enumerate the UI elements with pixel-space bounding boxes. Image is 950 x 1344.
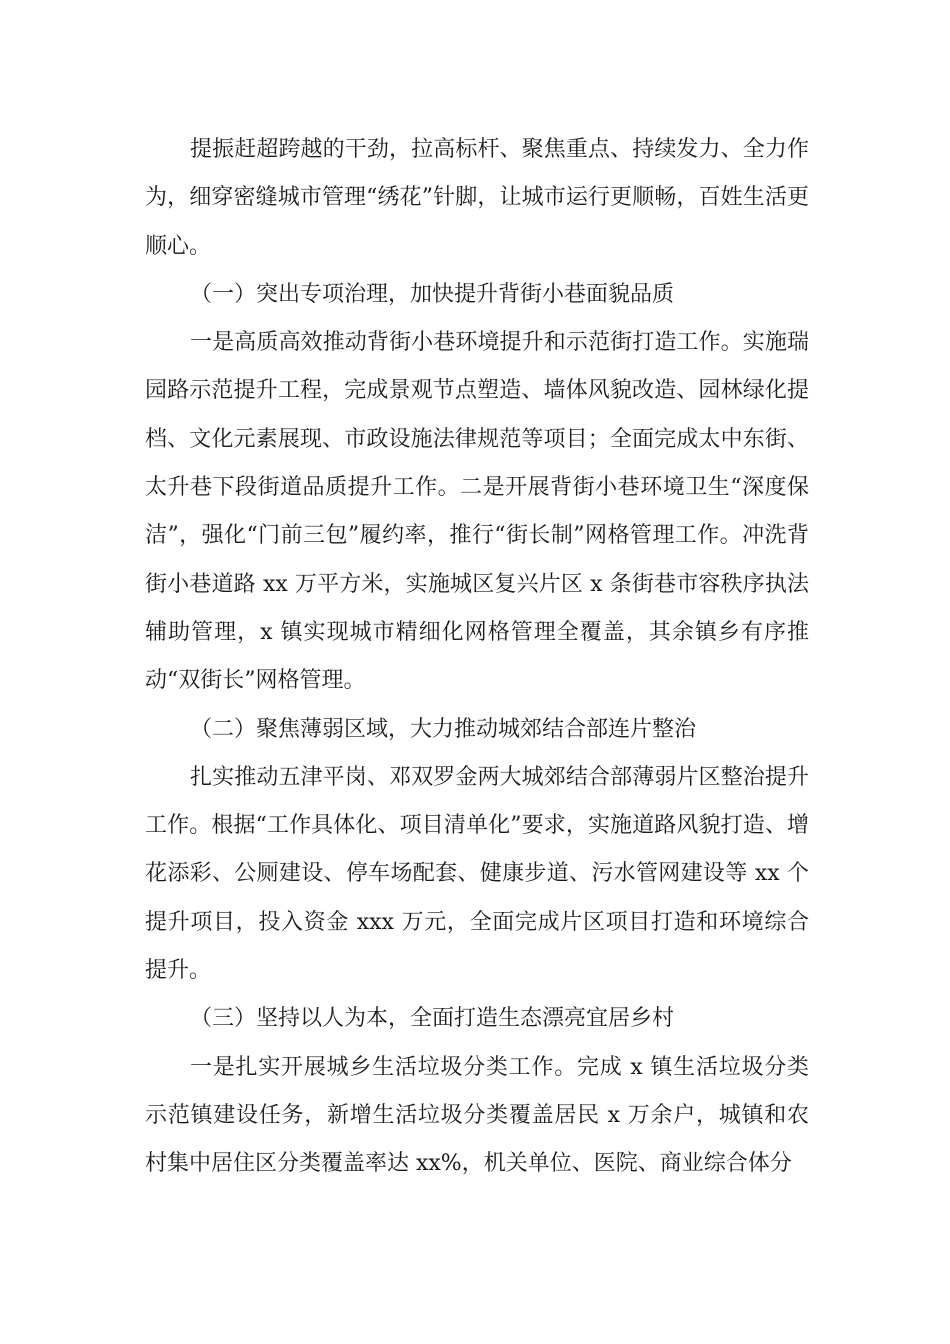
section-heading-3: （三）坚持以人为本，全面打造生态漂亮宜居乡村 (190, 1006, 675, 1032)
paragraph-intro: 提振赶超跨越的干劲，拉高标杆、聚焦重点、持续发力、全力作为，细穿密缝城市管理“绣花”针脚，让城市运行更顺畅，百姓生活更顺心。 (145, 137, 809, 259)
paragraph-section-2: 扎实推动五津平岗、邓双罗金两大城郊结合部薄弱片区整治提升工作。根据“工作具体化、项目清单化”要求，实施道路风貌打造、增花添彩、公厕建设、停车场配套、健康步道、污水管网建设等 xx 个提升项目，投入资金 xxx 万元，全面完成片区项目打造和环境综合提升。 (145, 764, 809, 984)
document-body (145, 126, 809, 1189)
section-heading-2: （二）聚焦薄弱区域，大力推动城郊结合部连片整治 (190, 716, 697, 742)
paragraph-section-3: 一是扎实开展城乡生活垃圾分类工作。完成 x 镇生活垃圾分类示范镇建设任务，新增生活垃圾分类覆盖居民 x 万余户，城镇和农村集中居住区分类覆盖率达 xx%，机关单位、医院、商业综合体分 (145, 1054, 809, 1177)
section-heading-1: （一）突出专项治理，加快提升背街小巷面貌品质 (190, 281, 675, 307)
paragraph-section-1: 一是高质高效推动背街小巷环境提升和示范街打造工作。实施瑞园路示范提升工程，完成景观节点塑造、墙体风貌改造、园林绿化提档、文化元素展现、市政设施法律规范等项目；全面完成太中东街、太升巷下段街道品质提升工作。二是开展背街小巷环境卫生“深度保洁”，强化“门前三包”履约率，推行“街长制”网格管理工作。冲洗背街小巷道路 xx 万平方米，实施城区复兴片区 x 条街巷市容秩序执法辅助管理，x 镇实现城市精细化网格管理全覆盖，其余镇乡有序推动“双街长”网格管理。 (145, 330, 809, 694)
